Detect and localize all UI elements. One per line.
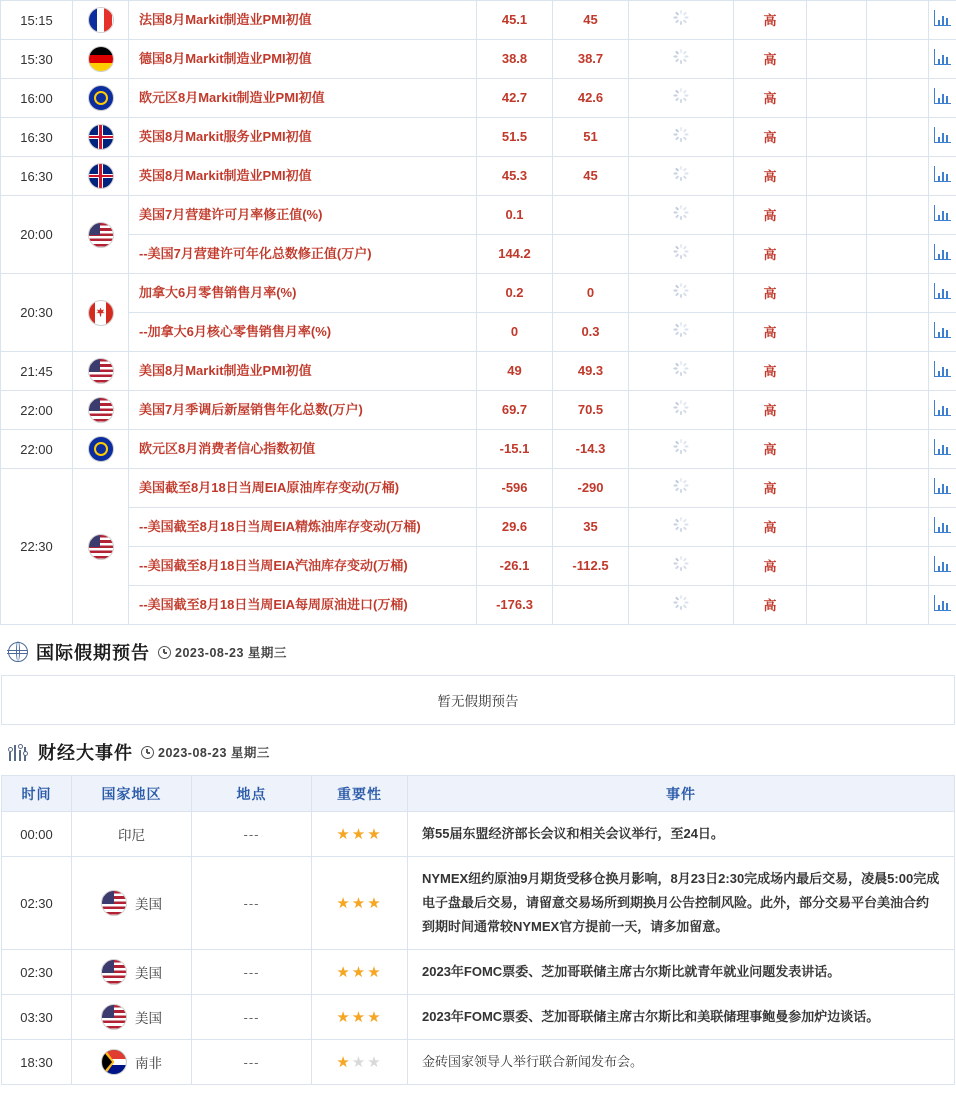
- clock-icon: [158, 646, 171, 659]
- calendar-blank-cell-1: [807, 274, 867, 313]
- calendar-blank-cell-1: [807, 586, 867, 625]
- calendar-chart-cell[interactable]: [929, 352, 956, 391]
- calendar-chart-cell[interactable]: [929, 274, 956, 313]
- calendar-event-name[interactable]: 英国8月Markit服务业PMI初值: [129, 118, 477, 157]
- calendar-event-name[interactable]: 美国8月Markit制造业PMI初值: [129, 352, 477, 391]
- loading-spinner-icon: [674, 556, 689, 571]
- event-importance: [312, 995, 408, 1040]
- loading-spinner-icon: [674, 283, 689, 298]
- loading-spinner-icon: [674, 88, 689, 103]
- chart-icon[interactable]: [934, 322, 951, 338]
- calendar-event-name[interactable]: 加拿大6月零售销售月率(%): [129, 274, 477, 313]
- calendar-forecast-value: 38.7: [553, 40, 629, 79]
- calendar-actual-value: 51.5: [477, 118, 553, 157]
- calendar-event-name[interactable]: 法国8月Markit制造业PMI初值: [129, 1, 477, 40]
- calendar-actual-value: 45.3: [477, 157, 553, 196]
- calendar-actual-value: 0.1: [477, 196, 553, 235]
- calendar-importance: 高: [734, 508, 807, 547]
- calendar-event-name[interactable]: 美国截至8月18日当周EIA原油库存变动(万桶): [129, 469, 477, 508]
- flag-france-icon: [88, 7, 114, 33]
- calendar-time: 15:30: [1, 40, 73, 79]
- calendar-forecast-value: 45: [553, 157, 629, 196]
- events-date: [141, 743, 270, 761]
- event-time: 18:30: [2, 1040, 72, 1085]
- calendar-actual-value: 45.1: [477, 1, 553, 40]
- calendar-event-name[interactable]: --加拿大6月核心零售销售月率(%): [129, 313, 477, 352]
- events-section-header: [0, 725, 956, 775]
- clock-icon: [141, 746, 154, 759]
- calendar-actual-value: -26.1: [477, 547, 553, 586]
- flag-usa-icon: [88, 358, 114, 384]
- calendar-chart-cell[interactable]: [929, 118, 956, 157]
- calendar-blank-cell-2: [867, 196, 929, 235]
- events-title: 财经大事件: [38, 743, 133, 763]
- calendar-country-flag: [73, 1, 129, 40]
- calendar-actual-value: 49: [477, 352, 553, 391]
- calendar-actual-value: 69.7: [477, 391, 553, 430]
- event-time: 02:30: [2, 857, 72, 950]
- calendar-time: 22:30: [1, 469, 73, 625]
- calendar-country-flag: [73, 157, 129, 196]
- event-description: 2023年FOMC票委、芝加哥联储主席古尔斯比就青年就业问题发表讲话。: [408, 950, 955, 995]
- chart-icon[interactable]: [934, 439, 951, 455]
- chart-icon[interactable]: [934, 244, 951, 260]
- event-place: ---: [192, 950, 312, 995]
- calendar-loading-cell: [629, 508, 734, 547]
- event-place: ---: [192, 857, 312, 950]
- calendar-importance: 高: [734, 157, 807, 196]
- chart-icon[interactable]: [934, 400, 951, 416]
- event-importance: [312, 857, 408, 950]
- flag-usa-icon: [101, 1004, 127, 1030]
- calendar-blank-cell-1: [807, 469, 867, 508]
- calendar-blank-cell-2: [867, 430, 929, 469]
- event-place: ---: [192, 1040, 312, 1085]
- chart-icon[interactable]: [934, 127, 951, 143]
- calendar-time: 16:00: [1, 79, 73, 118]
- calendar-forecast-value: 0: [553, 274, 629, 313]
- calendar-event-name[interactable]: --美国截至8月18日当周EIA精炼油库存变动(万桶): [129, 508, 477, 547]
- calendar-forecast-value: 49.3: [553, 352, 629, 391]
- calendar-forecast-value: [553, 586, 629, 625]
- calendar-blank-cell-1: [807, 352, 867, 391]
- calendar-loading-cell: [629, 235, 734, 274]
- calendar-chart-cell[interactable]: [929, 430, 956, 469]
- chart-icon[interactable]: [934, 10, 951, 26]
- events-row: [2, 857, 955, 950]
- flag-usa-icon: [88, 534, 114, 560]
- calendar-chart-cell[interactable]: [929, 157, 956, 196]
- loading-spinner-icon: [674, 361, 689, 376]
- calendar-loading-cell: [629, 352, 734, 391]
- calendar-loading-cell: [629, 391, 734, 430]
- event-country: 南非: [72, 1040, 192, 1085]
- calendar-forecast-value: 0.3: [553, 313, 629, 352]
- calendar-actual-value: -15.1: [477, 430, 553, 469]
- calendar-blank-cell-2: [867, 274, 929, 313]
- calendar-blank-cell-1: [807, 40, 867, 79]
- event-country: 美国: [72, 950, 192, 995]
- events-table: [1, 775, 955, 1085]
- calendar-importance: 高: [734, 196, 807, 235]
- calendar-country-flag: [73, 430, 129, 469]
- holiday-date-text: 2023-08-23 星期三: [175, 646, 287, 660]
- calendar-chart-cell[interactable]: [929, 196, 956, 235]
- loading-spinner-icon: [674, 127, 689, 142]
- calendar-row: [1, 352, 956, 391]
- calendar-importance: 高: [734, 469, 807, 508]
- flag-eu-icon: [88, 436, 114, 462]
- calendar-importance: 高: [734, 1, 807, 40]
- flag-uk-icon: [88, 124, 114, 150]
- calendar-actual-value: 144.2: [477, 235, 553, 274]
- calendar-forecast-value: -290: [553, 469, 629, 508]
- calendar-country-flag: [73, 391, 129, 430]
- calendar-row: [1, 235, 956, 274]
- calendar-actual-value: -596: [477, 469, 553, 508]
- calendar-actual-value: -176.3: [477, 586, 553, 625]
- holiday-title: 国际假期预告: [36, 643, 150, 663]
- calendar-loading-cell: [629, 1, 734, 40]
- flag-usa-icon: [101, 890, 127, 916]
- calendar-forecast-value: 70.5: [553, 391, 629, 430]
- calendar-blank-cell-1: [807, 157, 867, 196]
- calendar-chart-cell[interactable]: [929, 391, 956, 430]
- calendar-blank-cell-2: [867, 469, 929, 508]
- event-description: 金砖国家领导人举行联合新闻发布会。: [408, 1040, 955, 1085]
- events-row: [2, 1040, 955, 1085]
- importance-stars: ★★★: [336, 964, 383, 981]
- loading-spinner-icon: [674, 478, 689, 493]
- events-table-header-row: [2, 776, 955, 812]
- calendar-importance: 高: [734, 118, 807, 157]
- loading-spinner-icon: [674, 439, 689, 454]
- calendar-blank-cell-2: [867, 79, 929, 118]
- calendar-loading-cell: [629, 196, 734, 235]
- calendar-time: 22:00: [1, 391, 73, 430]
- calendar-forecast-value: 45: [553, 1, 629, 40]
- calendar-blank-cell-1: [807, 313, 867, 352]
- flag-uk-icon: [88, 163, 114, 189]
- calendar-row: [1, 391, 956, 430]
- calendar-blank-cell-2: [867, 235, 929, 274]
- calendar-blank-cell-2: [867, 391, 929, 430]
- importance-stars: ★★★: [336, 895, 383, 912]
- importance-stars: ★★★: [336, 1009, 383, 1026]
- flag-usa-icon: [88, 397, 114, 423]
- calendar-importance: 高: [734, 79, 807, 118]
- flag-germany-icon: [88, 46, 114, 72]
- calendar-actual-value: 0.2: [477, 274, 553, 313]
- event-time: 03:30: [2, 995, 72, 1040]
- calendar-event-name[interactable]: 欧元区8月Markit制造业PMI初值: [129, 79, 477, 118]
- chart-icon[interactable]: [934, 361, 951, 377]
- calendar-time: 20:30: [1, 274, 73, 352]
- calendar-importance: 高: [734, 40, 807, 79]
- calendar-forecast-value: 42.6: [553, 79, 629, 118]
- calendar-importance: 高: [734, 313, 807, 352]
- calendar-loading-cell: [629, 586, 734, 625]
- calendar-loading-cell: [629, 547, 734, 586]
- calendar-importance: 高: [734, 430, 807, 469]
- events-date-text: 2023-08-23 星期三: [158, 746, 270, 760]
- chart-icon[interactable]: [934, 205, 951, 221]
- chart-icon[interactable]: [934, 478, 951, 494]
- calendar-country-flag: [73, 274, 129, 352]
- chart-icon[interactable]: [934, 556, 951, 572]
- event-country: 印尼: [72, 812, 192, 857]
- calendar-loading-cell: [629, 313, 734, 352]
- calendar-importance: 高: [734, 391, 807, 430]
- calendar-blank-cell-1: [807, 430, 867, 469]
- calendar-importance: 高: [734, 274, 807, 313]
- chart-icon[interactable]: [934, 595, 951, 611]
- event-country: 美国: [72, 995, 192, 1040]
- calendar-chart-cell[interactable]: [929, 1, 956, 40]
- calendar-event-name[interactable]: 英国8月Markit制造业PMI初值: [129, 157, 477, 196]
- calendar-importance: 高: [734, 586, 807, 625]
- calendar-blank-cell-2: [867, 157, 929, 196]
- event-description: 第55届东盟经济部长会议和相关会议举行，至24日。: [408, 812, 955, 857]
- loading-spinner-icon: [674, 49, 689, 64]
- chart-icon[interactable]: [934, 283, 951, 299]
- calendar-blank-cell-2: [867, 586, 929, 625]
- globe-icon: [8, 642, 28, 662]
- calendar-blank-cell-2: [867, 40, 929, 79]
- calendar-loading-cell: [629, 430, 734, 469]
- calendar-loading-cell: [629, 79, 734, 118]
- flag-canada-icon: [88, 300, 114, 326]
- calendar-actual-value: 42.7: [477, 79, 553, 118]
- calendar-country-flag: [73, 469, 129, 625]
- calendar-forecast-value: 51: [553, 118, 629, 157]
- calendar-country-flag: [73, 79, 129, 118]
- event-time: 02:30: [2, 950, 72, 995]
- calendar-blank-cell-2: [867, 118, 929, 157]
- calendar-row: [1, 586, 956, 625]
- calendar-blank-cell-2: [867, 1, 929, 40]
- events-col-event: 事件: [408, 776, 955, 812]
- calendar-actual-value: 38.8: [477, 40, 553, 79]
- event-importance: [312, 812, 408, 857]
- calendar-actual-value: 0: [477, 313, 553, 352]
- flag-usa-icon: [88, 222, 114, 248]
- loading-spinner-icon: [674, 166, 689, 181]
- calendar-row: [1, 118, 956, 157]
- loading-spinner-icon: [674, 244, 689, 259]
- calendar-importance: 高: [734, 235, 807, 274]
- loading-spinner-icon: [674, 400, 689, 415]
- calendar-event-name[interactable]: 美国7月季调后新屋销售年化总数(万户): [129, 391, 477, 430]
- calendar-forecast-value: [553, 196, 629, 235]
- calendar-country-flag: [73, 352, 129, 391]
- calendar-forecast-value: 35: [553, 508, 629, 547]
- holiday-date: [158, 643, 287, 661]
- calendar-blank-cell-2: [867, 547, 929, 586]
- calendar-row: [1, 1, 956, 40]
- importance-stars: ★★★: [336, 1054, 383, 1071]
- events-icon: [8, 743, 30, 761]
- calendar-country-flag: [73, 40, 129, 79]
- calendar-loading-cell: [629, 274, 734, 313]
- chart-icon[interactable]: [934, 49, 951, 65]
- calendar-event-name[interactable]: --美国截至8月18日当周EIA汽油库存变动(万桶): [129, 547, 477, 586]
- calendar-chart-cell[interactable]: [929, 586, 956, 625]
- events-row: [2, 950, 955, 995]
- calendar-blank-cell-1: [807, 196, 867, 235]
- calendar-row: [1, 40, 956, 79]
- calendar-blank-cell-1: [807, 547, 867, 586]
- calendar-row: [1, 274, 956, 313]
- events-col-time: 时间: [2, 776, 72, 812]
- calendar-forecast-value: [553, 235, 629, 274]
- events-col-place: 地点: [192, 776, 312, 812]
- calendar-row: [1, 469, 956, 508]
- calendar-time: 16:30: [1, 118, 73, 157]
- calendar-row: [1, 508, 956, 547]
- calendar-time: 15:15: [1, 1, 73, 40]
- calendar-forecast-value: -112.5: [553, 547, 629, 586]
- calendar-country-flag: [73, 118, 129, 157]
- calendar-chart-cell[interactable]: [929, 313, 956, 352]
- event-time: 00:00: [2, 812, 72, 857]
- calendar-chart-cell[interactable]: [929, 235, 956, 274]
- calendar-blank-cell-2: [867, 508, 929, 547]
- events-row: [2, 812, 955, 857]
- event-place: ---: [192, 995, 312, 1040]
- calendar-chart-cell[interactable]: [929, 547, 956, 586]
- calendar-loading-cell: [629, 157, 734, 196]
- events-col-country: 国家地区: [72, 776, 192, 812]
- calendar-row: [1, 157, 956, 196]
- flag-eu-icon: [88, 85, 114, 111]
- calendar-row: [1, 79, 956, 118]
- chart-icon[interactable]: [934, 88, 951, 104]
- loading-spinner-icon: [674, 205, 689, 220]
- event-place: ---: [192, 812, 312, 857]
- calendar-row: [1, 313, 956, 352]
- event-importance: [312, 950, 408, 995]
- calendar-actual-value: 29.6: [477, 508, 553, 547]
- calendar-blank-cell-1: [807, 508, 867, 547]
- flag-usa-icon: [101, 959, 127, 985]
- calendar-row: [1, 196, 956, 235]
- calendar-row: [1, 430, 956, 469]
- calendar-blank-cell-1: [807, 1, 867, 40]
- calendar-loading-cell: [629, 118, 734, 157]
- calendar-event-name[interactable]: --美国7月营建许可年化总数修正值(万户): [129, 235, 477, 274]
- calendar-time: 22:00: [1, 430, 73, 469]
- calendar-time: 20:00: [1, 196, 73, 274]
- calendar-event-name[interactable]: 德国8月Markit制造业PMI初值: [129, 40, 477, 79]
- calendar-row: [1, 547, 956, 586]
- calendar-time: 21:45: [1, 352, 73, 391]
- event-country: 美国: [72, 857, 192, 950]
- calendar-loading-cell: [629, 40, 734, 79]
- calendar-blank-cell-2: [867, 352, 929, 391]
- loading-spinner-icon: [674, 10, 689, 25]
- calendar-loading-cell: [629, 469, 734, 508]
- calendar-blank-cell-1: [807, 118, 867, 157]
- holiday-empty-message: 暂无假期预告: [1, 675, 955, 725]
- calendar-country-flag: [73, 196, 129, 274]
- calendar-event-name[interactable]: 欧元区8月消费者信心指数初值: [129, 430, 477, 469]
- chart-icon[interactable]: [934, 166, 951, 182]
- calendar-blank-cell-2: [867, 313, 929, 352]
- calendar-event-name[interactable]: 美国7月营建许可月率修正值(%): [129, 196, 477, 235]
- calendar-chart-cell[interactable]: [929, 508, 956, 547]
- flag-southafrica-icon: [101, 1049, 127, 1075]
- calendar-blank-cell-1: [807, 391, 867, 430]
- importance-stars: ★★★: [336, 826, 383, 843]
- event-importance: [312, 1040, 408, 1085]
- events-col-importance: 重要性: [312, 776, 408, 812]
- calendar-forecast-value: -14.3: [553, 430, 629, 469]
- event-description: 2023年FOMC票委、芝加哥联储主席古尔斯比和美联储理事鲍曼参加炉边谈话。: [408, 995, 955, 1040]
- loading-spinner-icon: [674, 595, 689, 610]
- calendar-blank-cell-1: [807, 235, 867, 274]
- calendar-importance: 高: [734, 547, 807, 586]
- calendar-chart-cell[interactable]: [929, 79, 956, 118]
- calendar-chart-cell[interactable]: [929, 469, 956, 508]
- loading-spinner-icon: [674, 322, 689, 337]
- event-description: NYMEX纽约原油9月期货受移仓换月影响，8月23日2:30完成场内最后交易，凌晨5:00完成电子盘最后交易，请留意交易场所到期换月公告控制风险。此外，部分交易平台美油合约到期时间通常较NYMEX官方提前一天，请多加留意。: [408, 857, 955, 950]
- calendar-chart-cell[interactable]: [929, 40, 956, 79]
- calendar-event-name[interactable]: --美国截至8月18日当周EIA每周原油进口(万桶): [129, 586, 477, 625]
- events-row: [2, 995, 955, 1040]
- calendar-blank-cell-1: [807, 79, 867, 118]
- loading-spinner-icon: [674, 517, 689, 532]
- calendar-time: 16:30: [1, 157, 73, 196]
- chart-icon[interactable]: [934, 517, 951, 533]
- holiday-section-header: [0, 625, 956, 675]
- calendar-importance: 高: [734, 352, 807, 391]
